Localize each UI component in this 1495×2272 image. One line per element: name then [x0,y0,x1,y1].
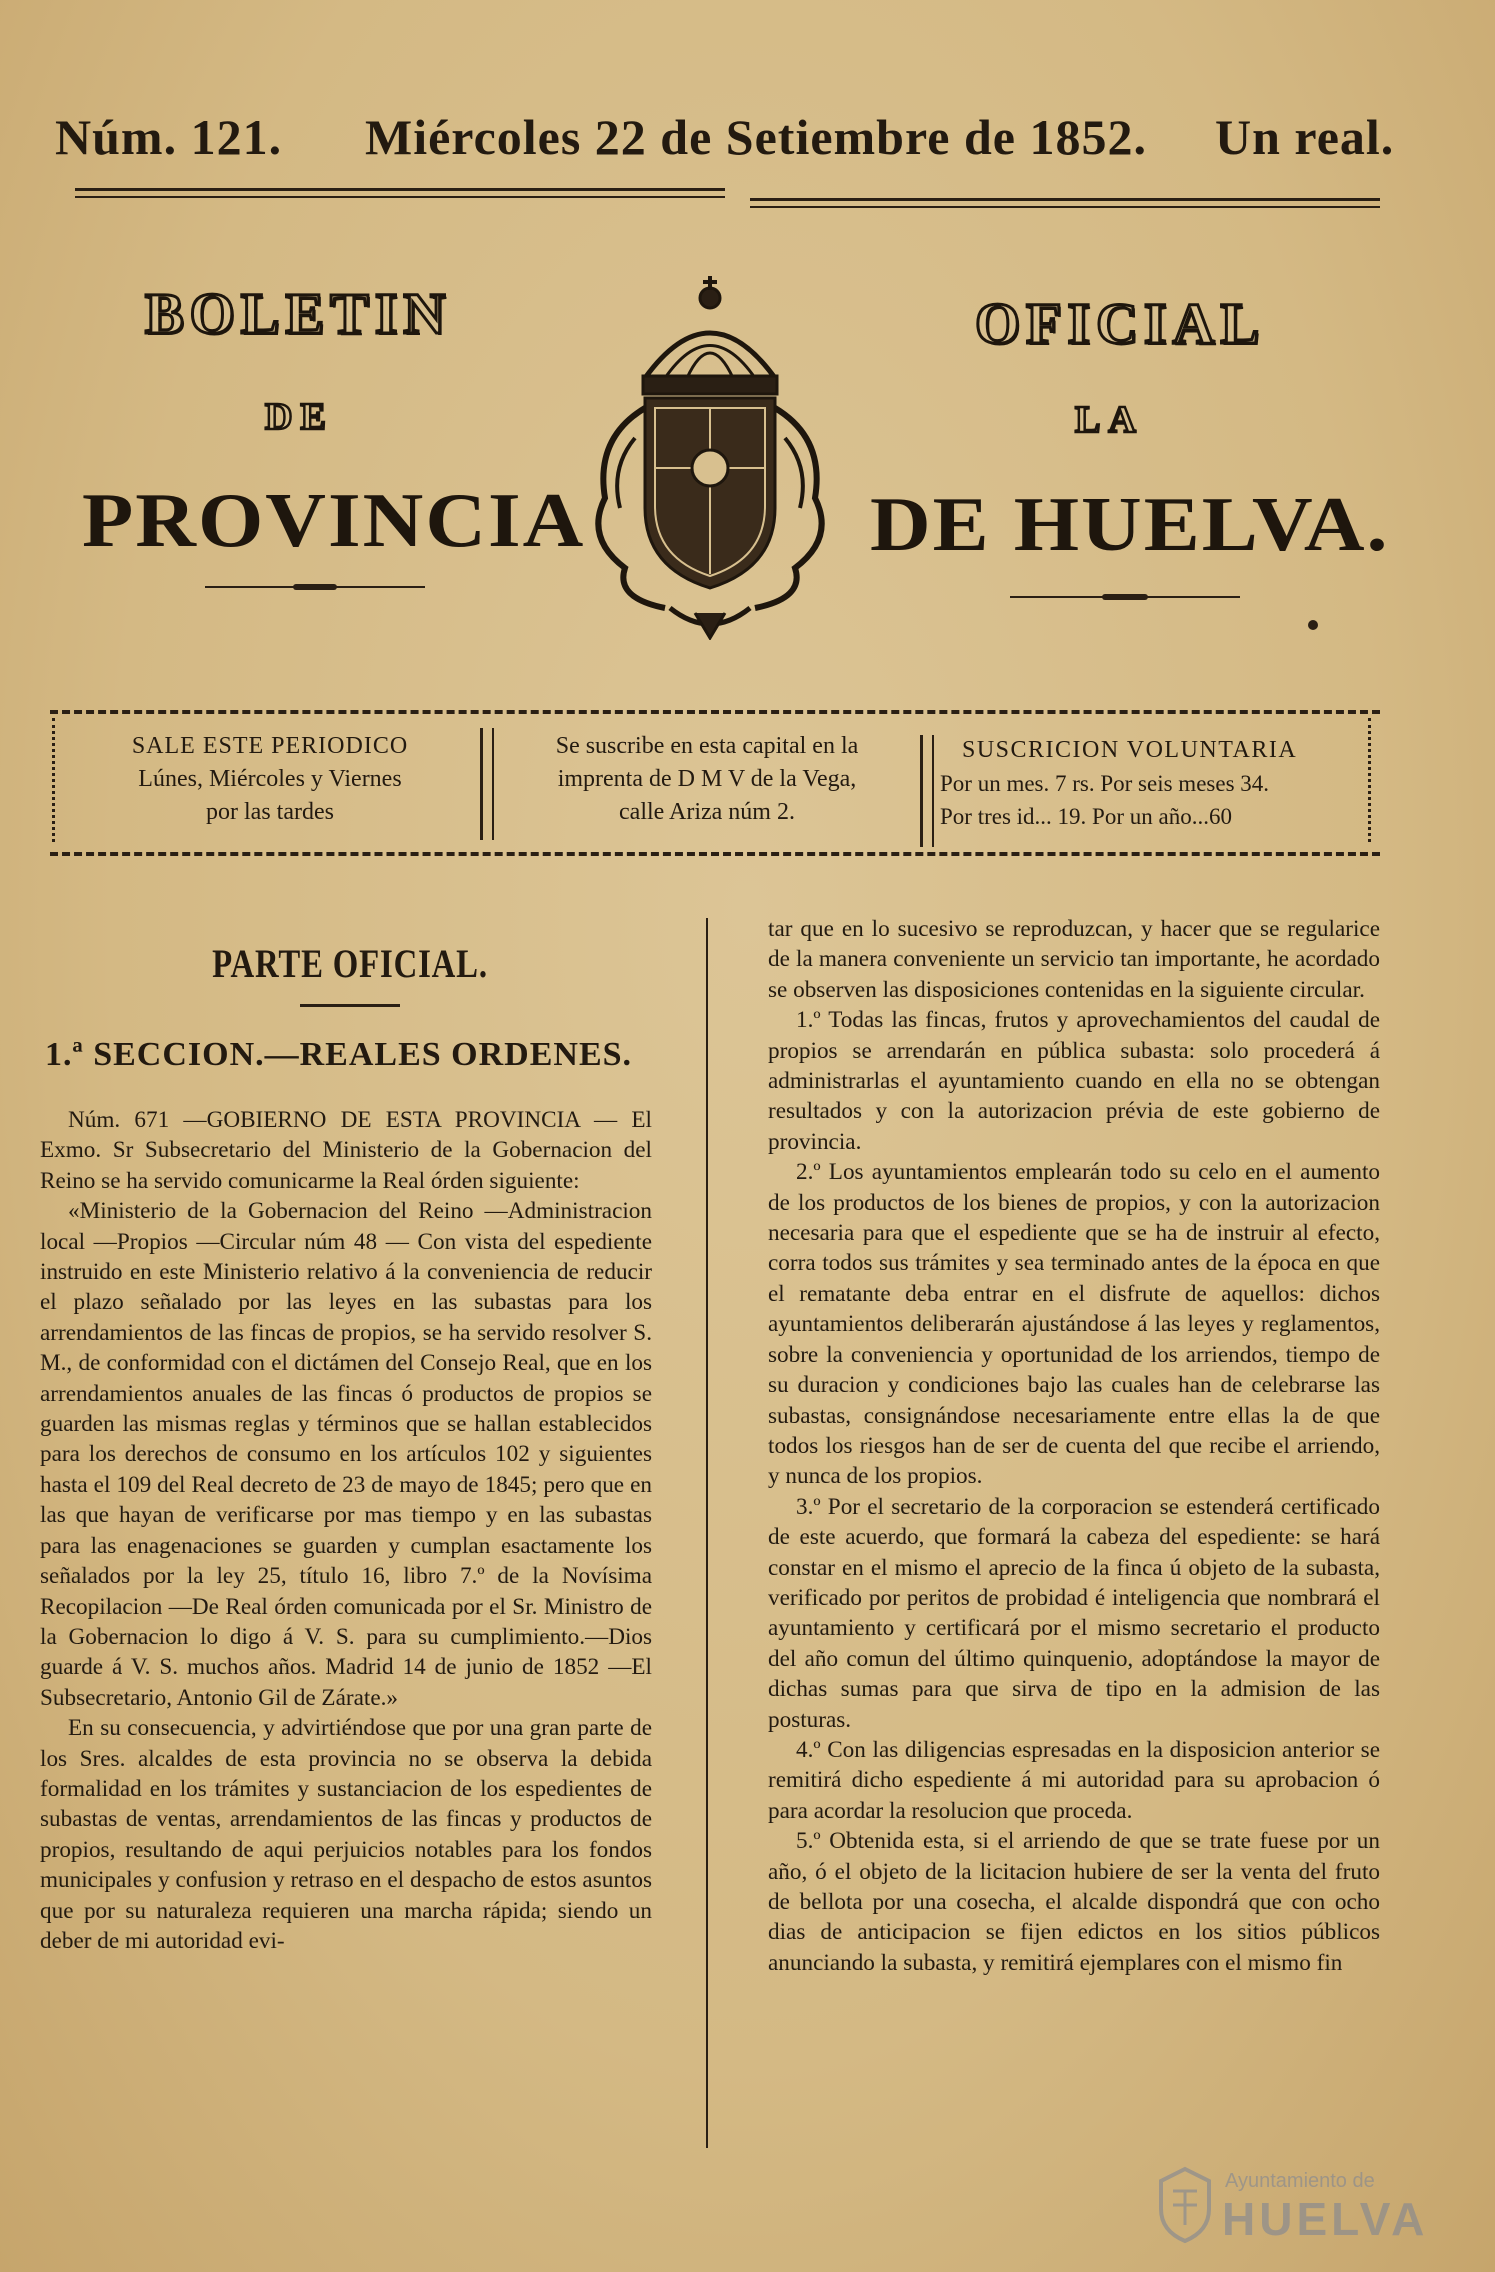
masthead-rule-right-thin [750,206,1380,208]
paragraph-rule-5: 5.º Obtenida esta, si el arriendo de que se trate fuese por un año, ó el objeto de la licitacion hubiere de ser la venta del fruto de bellota por una cosecha, el alcalde dispondrá que con ocho dias de anticipacion se fijen edictos en los sitios públicos anunciando la subasta, y remitirá ejemplares con el mismo fin [768,1828,1380,1976]
info-subscription-place [502,730,912,829]
info-box-left-edge [52,718,57,842]
info-right-line1: SUSCRICION VOLUNTARIA [962,737,1298,763]
info-separator-1 [480,728,483,840]
info-center-line1: Se suscribe en esta capital en la [555,733,859,759]
title-de: DE [265,396,334,438]
flourish-left [205,584,425,590]
info-separator-2 [920,735,923,847]
info-right-line2: Por un mes. 7 rs. Por seis meses 34. [940,771,1270,796]
info-left-line1: SALE ESTE PERIODICO [131,733,409,759]
watermark-line2: HUELVA [1222,2193,1429,2245]
info-right-line3: Por tres id... 19. Por un año...60 [940,804,1232,829]
title-la: LA [1075,399,1144,441]
paragraph-rule-2: 2.º Los ayuntamientos emplearán todo su celo en el aumento de los productos de los bienes de propios, y con la autorizacion necesaria para que el espediente que se ha de instruir al efecto, corra todos sus trámites y sea terminado antes de la época en que el rematante deba entrar en el disfrute de aquellos: dichos ayuntamientos deliberarán ajustándose á las leyes y reglamentos, sobre la conveniencia y oportunidad de los arriendos, tiempo de su duracion y condiciones bajo las cuales han de celebrarse las subastas, consignándose necesariamente entre ellas la de que todos los riesgos han de ser de cuenta del que recibe el arriendo, y nunca de los propios. [768,1159,1380,1490]
title-de-huelva: DE HUELVA. [870,481,1390,568]
flourish-right [1010,594,1240,600]
masthead-rule-left-thin [75,196,725,198]
left-column-text [40,1105,652,1956]
heading-parte-oficial: PARTE OFICIAL. [212,941,488,986]
info-center-line2: imprenta de D M V de la Vega, [557,766,857,792]
info-subscription-prices [940,734,1360,833]
issue-number: Núm. 121. [55,109,283,165]
info-left-line2: Lúnes, Miércoles y Viernes [138,766,402,792]
paragraph-announcement: Núm. 671 —GOBIERNO DE ESTA PROVINCIA — El Exmo. Sr Subsecretario del Ministerio de la Gobernacion del Reino se ha servido comunicarme la Real órden siguiente: [40,1107,652,1194]
heading-underline [300,1004,400,1007]
coat-of-arms-icon [575,268,845,640]
masthead-rule-left [75,188,725,191]
title-provincia: PROVINCIA [82,477,586,564]
info-publication-schedule [70,730,470,829]
paragraph-consequence: En su consecuencia, y advirtiéndose que por una gran parte de los Sres. alcaldes de esta provincia no se observa la debida formalidad en los trámites y sustanciacion de los espedientes de subastas de ventas, arrendamientos de las fincas y productos de propios, resultando de aqui perjuicios notables para los fondos municipales y confusion y retraso en el despacho de estos asuntos que por su naturaleza requieren una marcha rápida; siendo un deber de mi autoridad evi- [40,1715,652,1954]
paragraph-rule-3: 3.º Por el secretario de la corporacion se estenderá certificado de este acuerdo, que formará la cabeza del espediente: se hará constar en el mismo el aprecio de la finca ú objeto de la subasta, verificado por peritos de probidad é inteligencia que nombrará el ayuntamiento y certificará por el mismo secretario el producto del año comun del último quinquenio, adoptándose la mayor de dichas sumas para que sirva de tipo en la admision de las posturas. [768,1493,1380,1733]
paragraph-rule-1: 1.º Todas las fincas, frutos y aprovechamientos del caudal de propios se arrendarán en pública subasta: solo procederá á administrarlas el ayuntamiento cuando en ella no se obtengan resultados y con la autorizacion prévia de este gobierno de provincia. [768,1007,1380,1155]
paragraph-rule-4: 4.º Con las diligencias espresadas en la disposicion anterior se remitirá dicho espediente á mi autoridad para su aprobacion ó para acordar la resolucion que proceda. [768,1736,1380,1824]
column-separator [706,918,708,2148]
info-separator-2b [932,735,934,847]
issue-date: Miércoles 22 de Setiembre de 1852. [365,109,1147,165]
info-box-right-edge [1368,718,1373,842]
issue-price: Un real. [1215,109,1395,165]
heading-section: 1.ª SECCION.—REALES ORDENES. [45,1036,633,1073]
title-boletin: BOLETIN [145,281,452,346]
masthead-rule-right [750,198,1380,201]
info-center-line3: calle Ariza núm 2. [619,799,795,825]
watermark-line1: Ayuntamiento de [1225,2170,1375,2192]
info-left-line3: por las tardes [206,799,334,825]
watermark-logo-icon [1155,2165,1215,2245]
right-column-text [768,914,1380,1978]
paragraph-royal-order: «Ministerio de la Gobernacion del Reino —Administracion local —Propios —Circular núm 48 — Con vista del espediente instruido en este Ministerio relativo á la conveniencia de reducir el plazo señalado por las leyes en las subastas para los arrendamientos de las fincas de propios, se ha servido resolver S. M., de conformidad con el dictámen del Consejo Real, que en los arrendamientos anuales de las fincas ó productos de propios se guarden las mismas reglas y términos que se hallan establecidos para los derechos de consumo en los artículos 102 y siguientes hasta el 109 del Real decreto de 23 de mayo de 1845; pero que en las que hayan de verificarse por mas tiempo y en las subastas para las enagenaciones se guarden y cumplan esactamente los señalados por la ley 25, título 16, libro 7.º de la Novísima Recopilacion —De Real órden comunicada por el Sr. Ministro de la Gobernacion lo digo á V. S. para su cumplimiento.—Dios guarde á V. S. muchos años. Madrid 14 de junio de 1852 —El Subsecretario, Antonio Gil de Zárate.» [40,1198,652,1711]
title-oficial: OFICIAL [975,291,1266,356]
paragraph-continuation: tar que en lo sucesivo se reproduzcan, y hacer que se regularice de la manera conveniente un servicio tan importante, he acordado se observen las disposiciones contenidas en la siguiente circular. [768,916,1380,1003]
info-separator-1b [492,728,494,840]
title-dot [1308,620,1318,630]
